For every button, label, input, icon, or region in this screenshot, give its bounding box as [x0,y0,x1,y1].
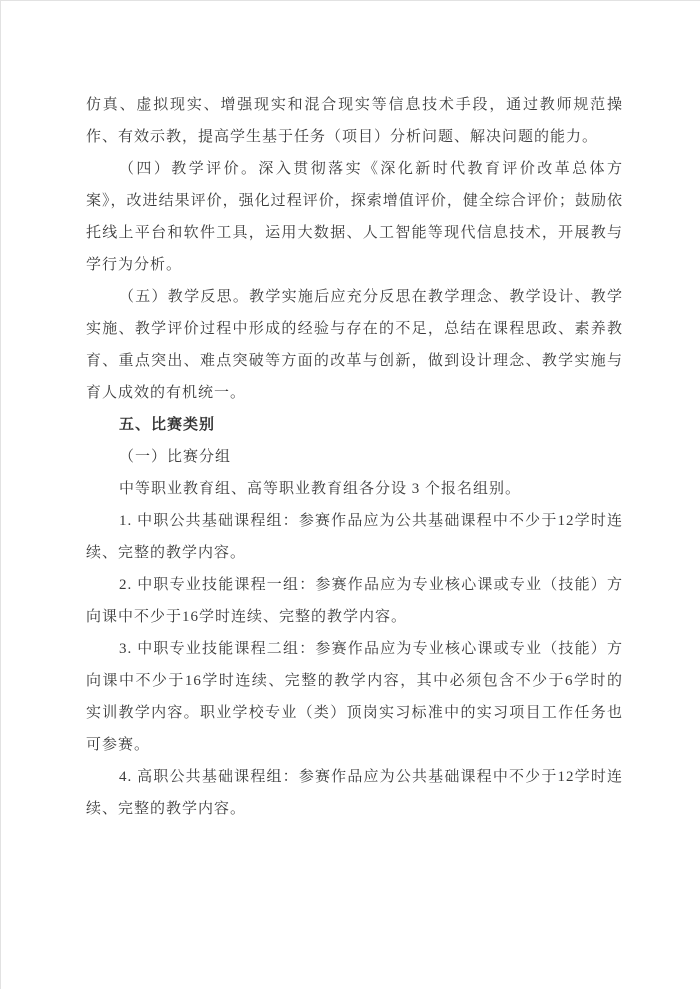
paragraph-group-overview: 中等职业教育组、高等职业教育组各分设 3 个报名组别。 [119,481,522,497]
paragraph-teaching-reflection: （五）教学反思。教学实施后应充分反思在教学理念、教学设计、教学实施、教学评价过程中形成的经验与存在的不足，总结在课程思政、素养教育、重点突出、难点突破等方面的改革与创新，做到设计理念、教学实施与育人成效的有机统一。 [86,289,623,401]
numbered-item-3: 3. 中职专业技能课程二组：参赛作品应为专业核心课或专业（技能）方向课中不少于16学时连续、完整的教学内容，其中必须包含不少于6学时的实训教学内容。职业学校专业（类）顶岗实习标准中的实习项目工作任务也可参赛。 [86,641,623,753]
section-heading-competition-categories: 五、比赛类别 [119,417,216,433]
sub-heading-competition-grouping: （一）比赛分组 [119,449,232,465]
numbered-item-4: 4. 高职公共基础课程组：参赛作品应为公共基础课程中不少于12学时连续、完整的教学内容。 [86,769,623,817]
document-page [1,1,700,990]
paragraph-continuation: 仿真、虚拟现实、增强现实和混合现实等信息技术手段，通过教师规范操作、有效示教，提高学生基于任务（项目）分析问题、解决问题的能力。 [86,97,623,145]
numbered-item-2: 2. 中职专业技能课程一组：参赛作品应为专业核心课或专业（技能）方向课中不少于16学时连续、完整的教学内容。 [86,577,623,625]
numbered-item-1: 1. 中职公共基础课程组：参赛作品应为公共基础课程中不少于12学时连续、完整的教学内容。 [86,513,623,561]
paragraph-teaching-evaluation: （四）教学评价。深入贯彻落实《深化新时代教育评价改革总体方案》，改进结果评价，强化过程评价，探索增值评价，健全综合评价；鼓励依托线上平台和软件工具，运用大数据、人工智能等现代信息技术，开展教与学行为分析。 [86,161,623,273]
